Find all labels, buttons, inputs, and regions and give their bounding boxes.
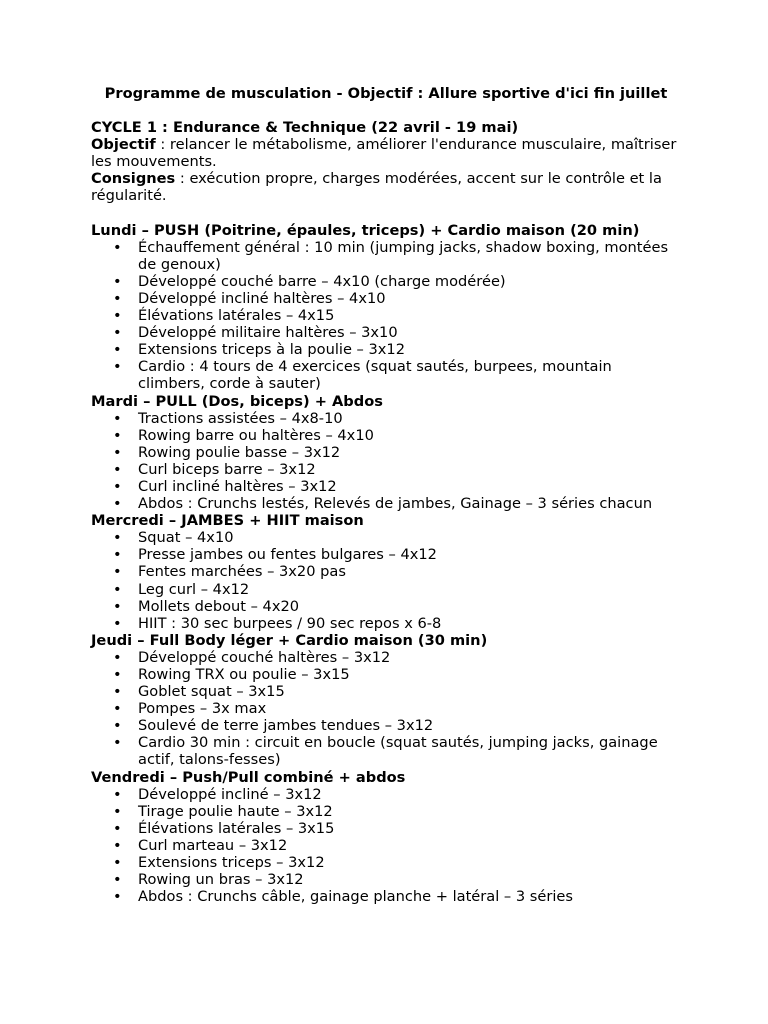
exercise-text: HIIT : 30 sec burpees / 90 sec repos x 6-8	[138, 614, 442, 632]
exercise-item	[91, 478, 681, 495]
bullet-icon: •	[113, 341, 122, 359]
exercise-text: Curl incliné haltères – 3x12	[138, 477, 337, 495]
bullet-icon: •	[113, 888, 122, 906]
exercise-item	[91, 871, 681, 888]
exercise-list	[91, 529, 681, 632]
exercise-text: Presse jambes ou fentes bulgares – 4x12	[138, 546, 437, 564]
exercise-text: Rowing un bras – 3x12	[138, 871, 304, 889]
bullet-icon: •	[113, 307, 122, 325]
exercise-item	[91, 854, 681, 871]
bullet-icon: •	[113, 563, 122, 581]
exercise-item	[91, 410, 681, 427]
bullet-icon: •	[113, 854, 122, 872]
bullet-icon: •	[113, 648, 122, 666]
exercise-text: Pompes – 3x max	[138, 700, 267, 718]
exercise-item	[91, 683, 681, 700]
spacer	[91, 205, 681, 222]
day-title: Mercredi – JAMBES + HIIT maison	[91, 512, 364, 530]
exercise-text: Rowing poulie basse – 3x12	[138, 443, 341, 461]
exercise-text: Curl biceps barre – 3x12	[138, 460, 316, 478]
exercise-text: Développé incliné haltères – 4x10	[138, 289, 386, 307]
exercise-item	[91, 717, 681, 734]
bullet-icon: •	[113, 272, 122, 290]
exercise-text: Cardio : 4 tours de 4 exercices (squat sautés, burpees, mountain climbers, corde à sauter)	[138, 358, 612, 393]
bullet-icon: •	[113, 717, 122, 735]
exercise-text: Tirage poulie haute – 3x12	[138, 802, 333, 820]
exercise-item	[91, 239, 681, 273]
bullet-icon: •	[113, 734, 122, 752]
consignes-paragraph	[91, 170, 681, 204]
day-title: Vendredi – Push/Pull combiné + abdos	[91, 768, 406, 786]
day-section	[91, 769, 681, 906]
exercise-text: Développé couché barre – 4x10 (charge modérée)	[138, 272, 506, 290]
exercise-text: Élévations latérales – 4x15	[138, 307, 335, 325]
exercise-item	[91, 615, 681, 632]
exercise-text: Abdos : Crunchs lestés, Relevés de jambes, Gainage – 3 séries chacun	[138, 495, 653, 513]
exercise-item	[91, 598, 681, 615]
exercise-list	[91, 410, 681, 513]
bullet-icon: •	[113, 802, 122, 820]
exercise-item	[91, 803, 681, 820]
bullet-icon: •	[113, 324, 122, 342]
exercise-list	[91, 649, 681, 769]
bullet-icon: •	[113, 358, 122, 376]
consignes-label: Consignes	[91, 170, 176, 188]
exercise-text: Rowing TRX ou poulie – 3x15	[138, 666, 350, 683]
bullet-icon: •	[113, 495, 122, 513]
bullet-icon: •	[113, 597, 122, 615]
bullet-icon: •	[113, 580, 122, 598]
document-title: Programme de musculation - Objectif : Allure sportive d'ici fin juillet	[104, 85, 668, 102]
day-section	[91, 632, 681, 769]
exercise-item	[91, 563, 681, 580]
exercise-item	[91, 324, 681, 341]
day-section	[91, 512, 681, 632]
days-section	[91, 222, 681, 906]
exercise-item	[91, 649, 681, 666]
bullet-icon: •	[113, 238, 122, 256]
objectif-text: : relancer le métabolisme, améliorer l'endurance musculaire, maîtriser les mouvements.	[91, 136, 677, 171]
exercise-text: Leg curl – 4x12	[138, 580, 250, 598]
exercise-item	[91, 581, 681, 598]
bullet-icon: •	[113, 819, 122, 837]
exercise-text: Extensions triceps – 3x12	[138, 854, 325, 872]
exercise-text: Tractions assistées – 4x8-10	[138, 409, 343, 427]
exercise-text: Développé couché haltères – 3x12	[138, 648, 391, 666]
cycle-title: CYCLE 1 : Endurance & Technique (22 avril - 19 mai)	[91, 119, 519, 137]
exercise-item	[91, 529, 681, 546]
bullet-icon: •	[113, 614, 122, 632]
bullet-icon: •	[113, 785, 122, 803]
exercise-text: Rowing barre ou haltères – 4x10	[138, 426, 374, 444]
exercise-text: Abdos : Crunchs câble, gainage planche + latéral – 3 séries	[138, 888, 573, 906]
day-title: Jeudi – Full Body léger + Cardio maison (30 min)	[91, 631, 488, 649]
exercise-item	[91, 495, 681, 512]
exercise-item	[91, 461, 681, 478]
consignes-text: : exécution propre, charges modérées, accent sur le contrôle et la régularité.	[91, 170, 662, 205]
bullet-icon: •	[113, 460, 122, 478]
document-page	[91, 85, 681, 905]
day-title: Lundi – PUSH (Poitrine, épaules, triceps) + Cardio maison (20 min)	[91, 221, 640, 239]
exercise-text: Mollets debout – 4x20	[138, 597, 300, 615]
exercise-text: Cardio 30 min : circuit en boucle (squat sautés, jumping jacks, gainage actif, talons-fesses)	[138, 734, 658, 769]
exercise-item	[91, 427, 681, 444]
exercise-text: Développé incliné – 3x12	[138, 785, 322, 803]
exercise-item	[91, 700, 681, 717]
bullet-icon: •	[113, 700, 122, 718]
bullet-icon: •	[113, 477, 122, 495]
bullet-icon: •	[113, 871, 122, 889]
exercise-item	[91, 290, 681, 307]
bullet-icon: •	[113, 529, 122, 547]
bullet-icon: •	[113, 289, 122, 307]
objectif-label: Objectif	[91, 136, 156, 154]
bullet-icon: •	[113, 443, 122, 461]
exercise-text: Développé militaire haltères – 3x10	[138, 324, 398, 342]
exercise-item	[91, 820, 681, 837]
exercise-item	[91, 273, 681, 290]
exercise-item	[91, 444, 681, 461]
exercise-item	[91, 358, 681, 392]
day-title: Mardi – PULL (Dos, biceps) + Abdos	[91, 392, 383, 410]
exercise-text: Extensions triceps à la poulie – 3x12	[138, 341, 405, 359]
bullet-icon: •	[113, 666, 122, 683]
bullet-icon: •	[113, 546, 122, 564]
exercise-item	[91, 786, 681, 803]
exercise-text: Goblet squat – 3x15	[138, 683, 285, 701]
exercise-list	[91, 239, 681, 393]
exercise-item	[91, 837, 681, 854]
bullet-icon: •	[113, 426, 122, 444]
exercise-item	[91, 546, 681, 563]
exercise-list	[91, 786, 681, 906]
exercise-item	[91, 666, 681, 683]
day-section	[91, 393, 681, 513]
exercise-item	[91, 307, 681, 324]
bullet-icon: •	[113, 683, 122, 701]
exercise-text: Fentes marchées – 3x20 pas	[138, 563, 346, 581]
day-section	[91, 222, 681, 393]
exercise-text: Curl marteau – 3x12	[138, 836, 288, 854]
objectif-paragraph	[91, 136, 681, 170]
bullet-icon: •	[113, 836, 122, 854]
exercise-text: Soulevé de terre jambes tendues – 3x12	[138, 717, 434, 735]
exercise-item	[91, 341, 681, 358]
exercise-text: Échauffement général : 10 min (jumping jacks, shadow boxing, montées de genoux)	[138, 238, 669, 273]
bullet-icon: •	[113, 409, 122, 427]
exercise-text: Élévations latérales – 3x15	[138, 819, 335, 837]
exercise-item	[91, 888, 681, 905]
exercise-item	[91, 734, 681, 768]
exercise-text: Squat – 4x10	[138, 529, 234, 547]
